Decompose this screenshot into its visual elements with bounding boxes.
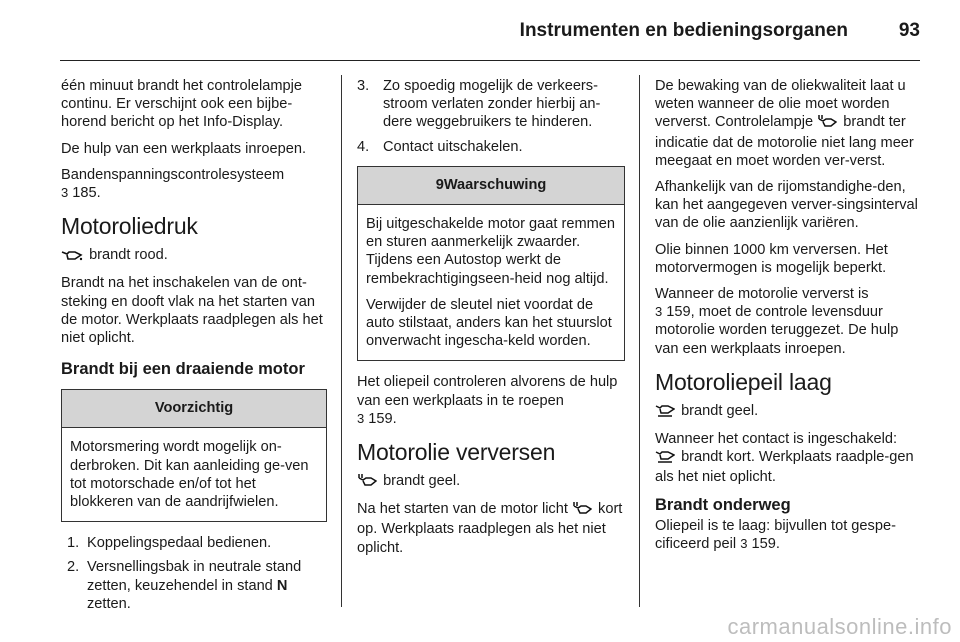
page-reference-symbol: 3 — [655, 304, 663, 320]
paragraph: Wanneer het contact is ingeschakeld: brandt kort. Werkplaats raadple-gen als het niet oplicht. — [655, 431, 914, 486]
paragraph: Oliepeil is te laag: bijvullen tot gespe-cificeerd peil 3 159. — [655, 517, 896, 552]
watermark: carmanualsonline.info — [727, 614, 952, 639]
paragraph: Olie binnen 1000 km verversen. Het motorvermogen is mogelijk beperkt. — [655, 241, 888, 276]
page-title: Instrumenten en bedieningsorganen — [519, 20, 848, 41]
paragraph: Het oliepeil controleren alvorens de hulp van een werkplaats in te roepen 3 159. — [357, 374, 618, 427]
paragraph — [61, 246, 327, 266]
caution-box — [61, 389, 327, 522]
page-reference[interactable]: 185. — [72, 185, 101, 202]
page-reference[interactable]: 159, moet de controle levensduur motorolie worden teruggezet. De hulp van een werkplaats inroepen. — [655, 304, 899, 357]
paragraph-text: Bandenspanningscontrolesysteem — [61, 166, 285, 183]
column-divider — [639, 75, 640, 607]
list-item: 3. Zo spoedig mogelijk de verkeers-stroom verlaten zonder hierbij an-dere weggebruikers te hinderen. — [357, 78, 601, 131]
page-header — [60, 14, 920, 46]
page-reference-symbol: 3 — [61, 185, 69, 201]
list-item: 1. Koppelingspedaal bedienen. — [67, 535, 272, 552]
step-list — [61, 534, 327, 613]
oil-change-icon — [817, 114, 837, 133]
paragraph: De bewaking van de oliekwaliteit laat u weten wanneer de olie moet worden ververst. Controlelampje brandt ter indicatie dat de motorolie niet lang meer meegaat en moet worden ver-verst. — [655, 78, 914, 169]
oil-change-icon — [357, 473, 377, 492]
subheading: Brandt bij een draaiende motor — [61, 360, 305, 379]
subheading: Brandt onderweg — [655, 495, 791, 514]
page-reference-symbol: 3 — [740, 535, 748, 551]
oil-can-icon — [61, 248, 83, 266]
column-divider — [341, 75, 342, 607]
oil-level-icon — [655, 449, 675, 468]
section-title-oil-level: Motoroliepeil laag — [655, 368, 832, 395]
paragraph: één minuut brandt het controlelampje continu. Er verschijnt ook een bijbe-horend bericht op het Info-Display. — [61, 78, 302, 131]
paragraph — [61, 166, 327, 202]
column-1 — [61, 77, 327, 621]
warning-icon: 9 — [435, 176, 444, 193]
warning-text: Bij uitgeschakelde motor gaat remmen en sturen aanmerkelijk zwaarder. Tijdens een Autostop werkt de rembekrachtigingseen-heid nog altijd. — [366, 216, 616, 287]
column-2 — [357, 77, 625, 565]
column-3 — [655, 77, 923, 561]
section-title-oil-pressure: Motoroliedruk — [61, 213, 198, 240]
lamp-status: brandt geel. — [383, 473, 461, 490]
page-reference-symbol: 3 — [357, 410, 365, 426]
paragraph: Brandt na het inschakelen van de ont-steking en dooft vlak na het starten van de motor. Werkplaats raadplegen als het niet oplicht. — [61, 275, 323, 347]
list-item: 2. Versnellingsbak in neutrale stand zetten, keuzehendel in stand N zetten. — [67, 559, 302, 612]
header-rule — [60, 60, 920, 61]
paragraph: Afhankelijk van de rijomstandighe-den, kan het aangegeven verver-singsinterval van de olie aanzienlijk variëren. — [655, 179, 918, 232]
warning-title: 9Waarschuwing — [358, 167, 624, 205]
caution-title: Voorzichtig — [62, 390, 326, 428]
paragraph — [357, 472, 625, 492]
step-list — [357, 77, 625, 156]
caution-text: Motorsmering wordt mogelijk on-derbroken. Dit kan aanleiding ge-ven tot motorschade en/of tot het blokkeren van de aandrijfwielen. — [70, 439, 309, 511]
oil-change-icon — [572, 501, 592, 520]
list-item: 4. Contact uitschakelen. — [357, 138, 523, 155]
warning-box — [357, 166, 625, 362]
lamp-status: brandt rood. — [89, 247, 168, 264]
paragraph — [655, 402, 923, 422]
paragraph: Wanneer de motorolie ververst is 3 159, moet de controle levensduur motorolie worden teruggezet. De hulp van een werkplaats inroepen. — [655, 286, 899, 357]
warning-text: Verwijder de sleutel niet voordat de auto stilstaat, anders kan het stuurslot onverwacht ingescha-keld worden. — [366, 296, 612, 350]
paragraph: Na het starten van de motor licht kort op. Werkplaats raadplegen als het niet oplicht. — [357, 501, 623, 556]
paragraph: De hulp van een werkplaats inroepen. — [61, 140, 307, 157]
page-reference[interactable]: 159. — [368, 410, 397, 427]
page-reference[interactable]: 159. — [751, 535, 780, 552]
oil-level-icon — [655, 403, 675, 422]
lamp-status: brandt geel. — [681, 402, 759, 419]
page-number: 93 — [898, 20, 920, 41]
section-title-oil-change: Motorolie verversen — [357, 439, 556, 466]
